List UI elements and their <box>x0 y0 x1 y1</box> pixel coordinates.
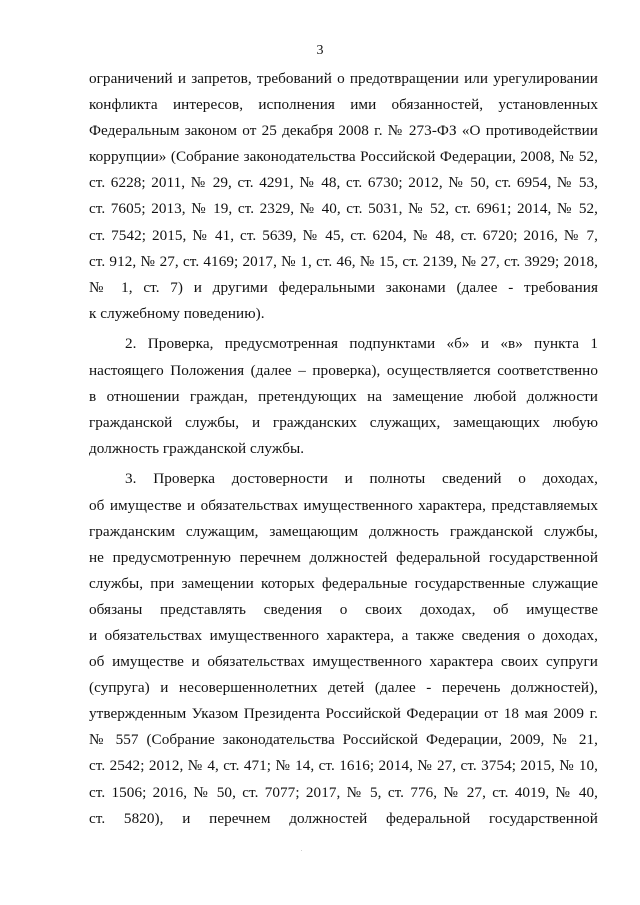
text-line: Федеральным законом от 25 декабря 2008 г. № 273-ФЗ «О противодействии <box>89 122 598 140</box>
text-line: ст. 912, № 27, ст. 4169; 2017, № 1, ст. 46, № 15, ст. 2139, № 27, ст. 3929; 2018, <box>89 252 598 270</box>
text-line: в отношении граждан, претендующих на замещение любой должности <box>89 387 598 405</box>
text-line: утвержденным Указом Президента Российской Федерации от 18 мая 2009 г. <box>89 705 598 723</box>
paragraph-2 <box>89 331 598 461</box>
text-line: ст. 5820), и перечнем должностей федеральной государственной <box>89 809 598 827</box>
text-line: об имуществе и обязательствах имущественного характера, представляемых <box>89 496 598 514</box>
text-line: и обязательствах имущественного характера, а также сведения о доходах, <box>89 626 598 644</box>
text-line: № 1, ст. 7) и другими федеральными законами (далее - требования <box>89 278 598 296</box>
text-line: не предусмотренную перечнем должностей федеральной государственной <box>89 548 598 566</box>
paragraph-1-continuation <box>89 66 598 327</box>
text-line: об имуществе и обязательствах имущественного характера своих супруги <box>89 653 598 671</box>
text-line: ст. 2542; 2012, № 4, ст. 471; № 14, ст. 1616; 2014, № 27, ст. 3754; 2015, № 10, <box>89 757 598 775</box>
text-line: ограничений и запретов, требований о предотвращении или урегулировании <box>89 70 598 87</box>
text-line: настоящего Положения (далее – проверка), осуществляется соответственно <box>89 361 598 379</box>
text-line: 2. Проверка, предусмотренная подпунктами «б» и «в» пункта 1 <box>125 335 598 353</box>
text-line: № 557 (Собрание законодательства Российской Федерации, 2009, № 21, <box>89 731 598 749</box>
scan-speck <box>301 850 302 851</box>
paragraph-3 <box>89 466 598 831</box>
text-line: 3. Проверка достоверности и полноты сведений о доходах, <box>125 470 598 488</box>
document-body <box>89 66 598 832</box>
text-line: (супруга) и несовершеннолетних детей (далее - перечень должностей), <box>89 679 598 697</box>
text-line: ст. 7542; 2015, № 41, ст. 5639, № 45, ст. 6204, № 48, ст. 6720; 2016, № 7, <box>89 226 598 244</box>
text-line: конфликта интересов, исполнения ими обязанностей, установленных <box>89 96 598 114</box>
text-line: ст. 6228; 2011, № 29, ст. 4291, № 48, ст. 6730; 2012, № 50, ст. 6954, № 53, <box>89 174 598 192</box>
text-line: ст. 7605; 2013, № 19, ст. 2329, № 40, ст. 5031, № 52, ст. 6961; 2014, № 52, <box>89 200 598 218</box>
text-line: к служебному поведению). <box>89 304 265 322</box>
text-line: гражданской службы, и гражданских служащих, замещающих любую <box>89 413 598 431</box>
text-line: коррупции» (Собрание законодательства Российской Федерации, 2008, № 52, <box>89 148 598 166</box>
text-line: службы, при замещении которых федеральные государственные служащие <box>89 574 598 592</box>
page-number: 3 <box>316 43 324 58</box>
text-line: гражданским служащим, замещающим должность гражданской службы, <box>89 522 598 540</box>
text-line: ст. 1506; 2016, № 50, ст. 7077; 2017, № 5, ст. 776, № 27, ст. 4019, № 40, <box>89 783 598 801</box>
text-line: должность гражданской службы. <box>89 439 305 457</box>
text-line: обязаны представлять сведения о своих доходах, об имуществе <box>89 600 598 618</box>
